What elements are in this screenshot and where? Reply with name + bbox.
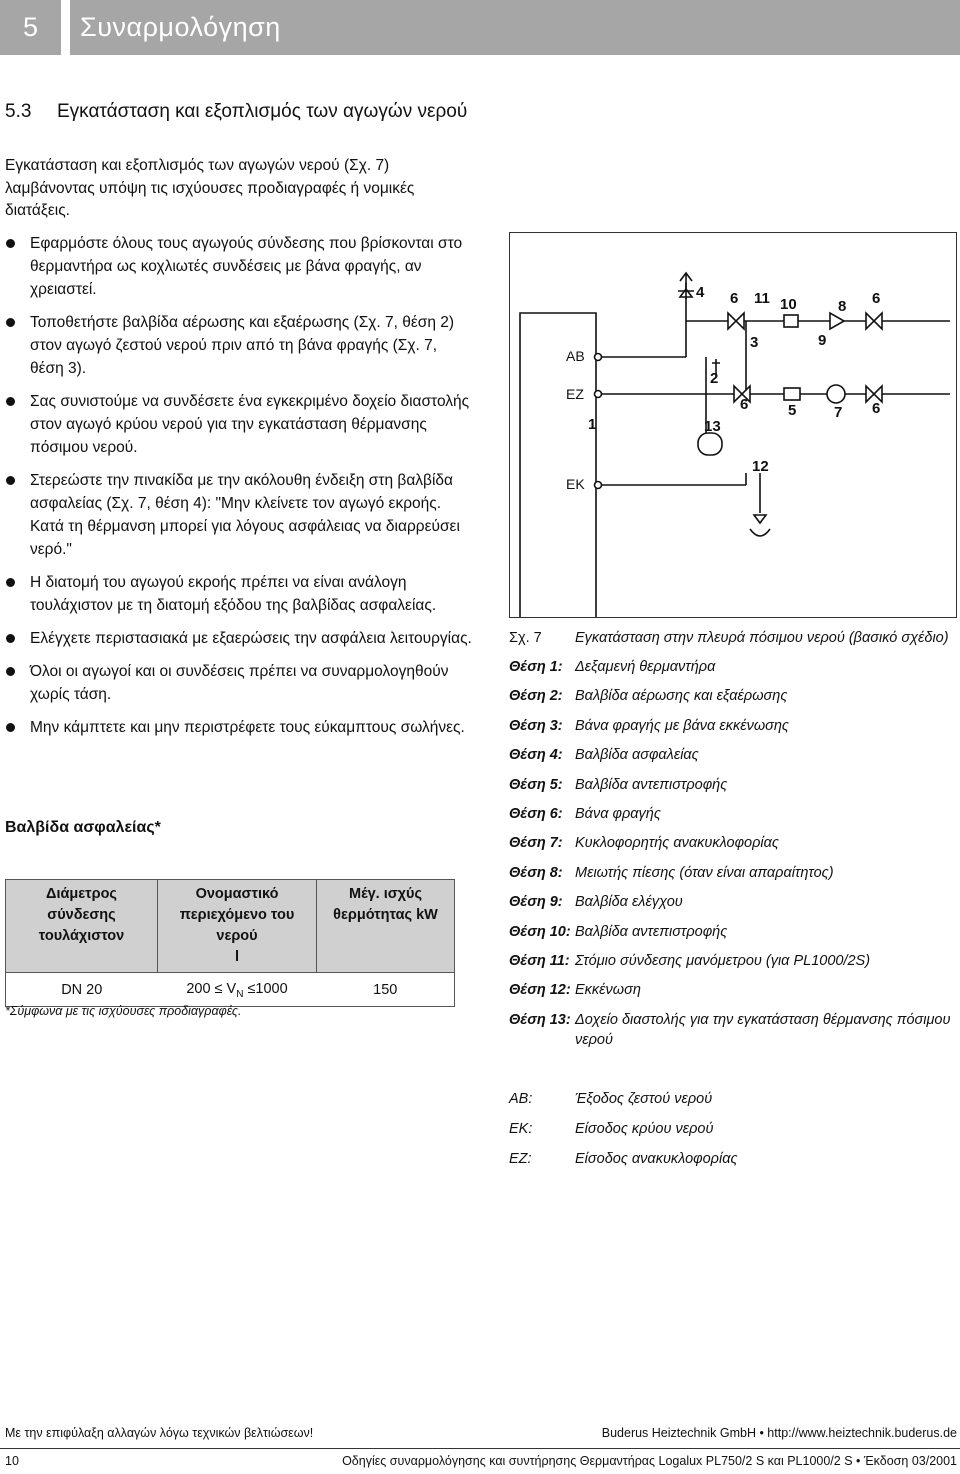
column-header-power: Μέγ. ισχύς θερμότητας kW [317, 880, 455, 973]
diagram-label-6c: 6 [872, 290, 881, 307]
footer-notice: Με την επιφύλαξη αλλαγών λόγω τεχνικών βελτιώσεων! [5, 1426, 314, 1440]
section-number: 5.3 [5, 101, 32, 122]
volume-unit: l [234, 949, 240, 965]
valve-heading: Βαλβίδα ασφαλείας* [5, 819, 161, 836]
cell-power: 150 [317, 973, 455, 1007]
bullet-icon [6, 239, 15, 248]
table-footnote: *Σύμφωνα με τις ισχύουσες προδιαγραφές. [5, 1004, 242, 1018]
list-item: Θέση 7: Κυκλοφορητής ανακυκλοφορίας [509, 835, 779, 852]
chapter-number: 5 [0, 0, 61, 55]
list-item: Θέση 3: Βάνα φραγής με βάνα εκκένωσης [509, 717, 789, 734]
diagram-label-3: 3 [750, 334, 759, 351]
diagram-label-13: 13 [704, 418, 721, 435]
list-item: EZ: Είσοδος ανακυκλοφορίας [509, 1151, 738, 1167]
list-item: Εφαρμόστε όλους τους αγωγούς σύνδεσης που βρίσκονται στο θερμαντήρα ως κοχλιωτές συνδέσεις με βάνα φραγής, αν χρειαστεί. [5, 232, 475, 301]
diagram-label-1: 1 [588, 416, 597, 433]
section-title-text: Εγκατάσταση και εξοπλισμός των αγωγών νερού [57, 101, 468, 122]
list-item: Θέση 8: Μειωτής πίεσης (όταν είναι απαραίτητος) [509, 864, 834, 881]
diagram-label-10: 10 [780, 296, 797, 313]
bullet-icon [6, 476, 15, 485]
bullet-icon [6, 578, 15, 587]
list-item: Θέση 5: Βαλβίδα αντεπιστροφής [509, 776, 728, 793]
port-label-ek: EK [566, 476, 585, 492]
list-item: Θέση 11: Στόμιο σύνδεσης μανόμετρου (για PL1000/2S) [509, 952, 871, 969]
port-label-ab: AB [566, 348, 585, 364]
column-header-volume: Ονομαστικό περιεχόμενο του νερού l [158, 880, 317, 973]
diagram-label-11: 11 [754, 290, 770, 307]
caption-label: Σχ. 7 [509, 630, 542, 646]
document-title: Οδηγίες συναρμολόγησης και συντήρησης Θερμαντήρας Logalux PL750/2 S και PL1000/2 S • Έκδοση 03/2001 [342, 1454, 957, 1468]
table-row [6, 973, 455, 1007]
footer-divider [0, 1448, 960, 1449]
list-item: Όλοι οι αγωγοί και οι συνδέσεις πρέπει να συναρμολογηθούν χωρίς τάση. [5, 660, 475, 706]
list-item: Θέση 9: Βαλβίδα ελέγχου [509, 894, 683, 911]
list-item: Ελέγχετε περιστασιακά με εξαερώσεις την ασφάλεια λειτουργίας. [5, 627, 475, 650]
list-item: Η διατομή του αγωγού εκροής πρέπει να είναι ανάλογη τουλάχιστον με τη διατομή εξόδου της βαλβίδας ασφαλείας. [5, 571, 475, 617]
list-item: Θέση 1: Δεξαμενή θερμαντήρα [509, 659, 716, 675]
diagram-label-2: 2 [710, 370, 719, 387]
shutoff-valve-shape [728, 313, 744, 329]
caption-text: Εγκατάσταση στην πλευρά πόσιμου νερού (βασικό σχέδιο) [575, 630, 949, 646]
list-item: Θέση 10: Βαλβίδα αντεπιστροφής [509, 923, 728, 940]
figure-caption [509, 628, 957, 1059]
diagram-label-6a: 6 [730, 290, 739, 307]
bullet-icon [6, 723, 15, 732]
list-item: Σας συνιστούμε να συνδέσετε ένα εγκεκριμένο δοχείο διαστολής στον αγωγό κρύου νερού για την εγκατάσταση θέρμανσης πόσιμου νερού. [5, 390, 475, 459]
diagram-label-6d: 6 [872, 400, 881, 417]
cell-volume: $200 \le V_N \le 1000$ [158, 973, 317, 1007]
list-item: EK: Είσοδος κρύου νερού [509, 1121, 714, 1137]
section-title [5, 101, 467, 123]
diagram-label-6b: 6 [740, 396, 749, 413]
bullet-icon [6, 667, 15, 676]
bullet-icon [6, 397, 15, 406]
footer-company: Buderus Heiztechnik GmbH • http://www.heiztechnik.buderus.de [601, 1426, 957, 1440]
intro-paragraph: Εγκατάσταση και εξοπλισμός των αγωγών νερού (Σχ. 7) λαμβάνοντας υπόψη τις ισχύουσες προδιαγραφές ή νομικές διατάξεις. [5, 157, 415, 219]
list-item: AB: Έξοδος ζεστού νερού [509, 1091, 713, 1107]
diagram-label-5: 5 [788, 402, 797, 419]
expansion-tank-shape [698, 433, 722, 455]
safety-valve-table [5, 879, 455, 1007]
diagram-label-9: 9 [818, 332, 827, 349]
caption-main [509, 628, 957, 648]
pump-shape [827, 385, 845, 403]
list-item: Τοποθετήστε βαλβίδα αέρωσης και εξαέρωσης (Σχ. 7, θέση 2) στον αγωγό ζεστού νερού πριν από τη βάνα φραγής (Σχ. 7, θέση 3). [5, 311, 475, 380]
diagram-svg [510, 233, 956, 617]
list-item: Θέση 13: Δοχείο διαστολής για την εγκατάσταση θέρμανσης πόσιμου νερού [509, 1011, 951, 1048]
list-item: Θέση 12: Εκκένωση [509, 982, 641, 999]
list-item: Μην κάμπτετε και μην περιστρέφετε τους εύκαμπτους σωλήνες. [5, 716, 475, 739]
chapter-title: Συναρμολόγηση [70, 0, 960, 55]
bullet-icon [6, 634, 15, 643]
list-item: Θέση 6: Βάνα φραγής [509, 805, 661, 822]
list-item: Θέση 2: Βαλβίδα αέρωσης και εξαέρωσης [509, 688, 788, 705]
list-item: Στερεώστε την πινακίδα με την ακόλουθη ένδειξη στη βαλβίδα ασφαλείας (Σχ. 7, θέση 4): "Μην κλείνετε τον αγωγό εκροής. Κατά τη θέρμανση μπορεί για λόγους ασφάλειας να διαρρεύσει νερό." [5, 469, 475, 561]
abbreviation-legend [509, 1091, 957, 1181]
instruction-list [5, 232, 475, 749]
table-header-row [6, 880, 455, 973]
page-number: 10 [5, 1454, 19, 1468]
installation-diagram [509, 232, 957, 618]
cell-diameter: DN 20 [6, 973, 158, 1007]
diagram-label-7: 7 [834, 404, 843, 421]
diagram-label-12: 12 [752, 458, 769, 475]
diagram-label-8: 8 [838, 298, 847, 315]
diagram-label-4: 4 [696, 284, 705, 301]
bullet-icon [6, 318, 15, 327]
list-item: Θέση 4: Βαλβίδα ασφαλείας [509, 747, 699, 764]
column-header-diameter: Διάμετρος σύνδεσης τουλάχιστον [6, 880, 158, 973]
port-label-ez: EZ [566, 386, 584, 402]
